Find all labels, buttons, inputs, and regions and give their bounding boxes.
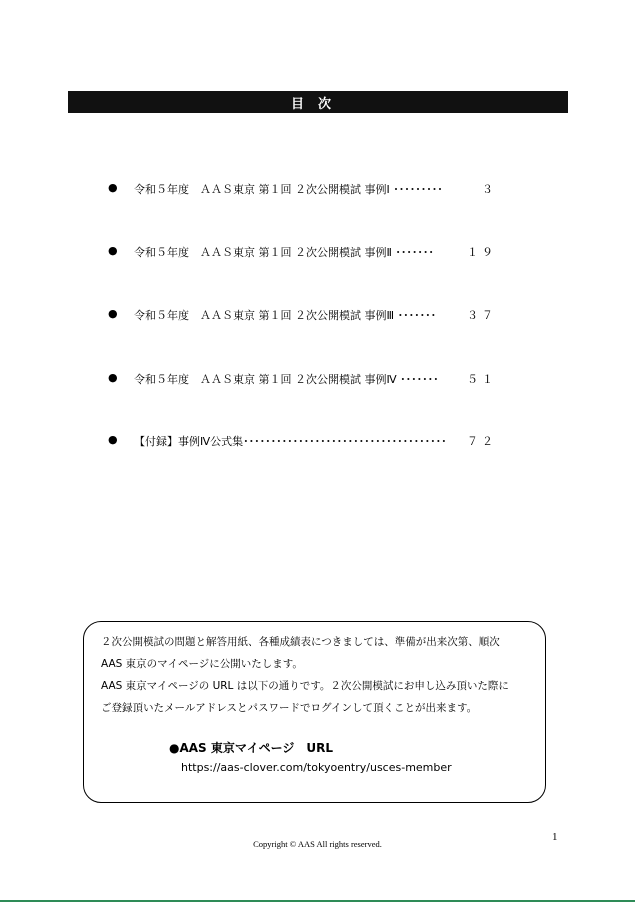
toc-item (108, 433, 503, 449)
info-line: ２次公開模試の問題と解答用紙、各種成績表につきましては、準備が出来次第、順次 (101, 636, 500, 648)
bullet-icon: ● (108, 307, 118, 320)
toc-item-page: ３７ (467, 309, 497, 322)
toc-item (108, 181, 503, 197)
info-line: AAS 東京のマイページに公開いたします。 (101, 658, 303, 670)
toc-item-page: １９ (467, 246, 497, 259)
info-line: AAS 東京マイページの URL は以下の通りです。２次公開模試にお申し込み頂いた際に (101, 680, 509, 692)
bullet-icon: ● (108, 181, 118, 194)
toc-item-label: 令和５年度 ＡＡＳ東京 第１回 ２次公開模試 事例Ⅰ ･････････ (134, 183, 443, 196)
toc-item (108, 371, 503, 387)
page-number: 1 (552, 831, 558, 843)
toc-item-label: 令和５年度 ＡＡＳ東京 第１回 ２次公開模試 事例Ⅳ ･･･････ (134, 373, 439, 386)
bottom-divider (0, 900, 635, 902)
toc-item (108, 244, 503, 260)
toc-item-page: ５１ (467, 373, 497, 386)
mypage-url[interactable]: https://aas-clover.com/tokyoentry/usces-member (181, 761, 452, 774)
toc-item-page: ３ (482, 183, 497, 196)
info-line: ご登録頂いたメールアドレスとパスワードでログインして頂くことが出来ます。 (101, 702, 478, 714)
toc-item-label: 令和５年度 ＡＡＳ東京 第１回 ２次公開模試 事例Ⅲ ･･･････ (134, 309, 437, 322)
info-box (83, 621, 546, 803)
toc-item-label: 【付録】事例Ⅳ公式集･････････････････････････････････････ (134, 435, 447, 448)
bullet-icon: ● (108, 244, 118, 257)
page-title: 目次 (290, 96, 345, 112)
mypage-title: ●AAS 東京マイページ URL (169, 741, 334, 755)
toc-item (108, 307, 503, 323)
copyright: Copyright © AAS All rights reserved. (253, 839, 382, 849)
bullet-icon: ● (108, 433, 118, 446)
bullet-icon: ● (108, 371, 118, 384)
toc-title-bar (68, 91, 568, 113)
toc-item-page: ７２ (467, 435, 497, 448)
toc-item-label: 令和５年度 ＡＡＳ東京 第１回 ２次公開模試 事例Ⅱ ･･･････ (134, 246, 434, 259)
